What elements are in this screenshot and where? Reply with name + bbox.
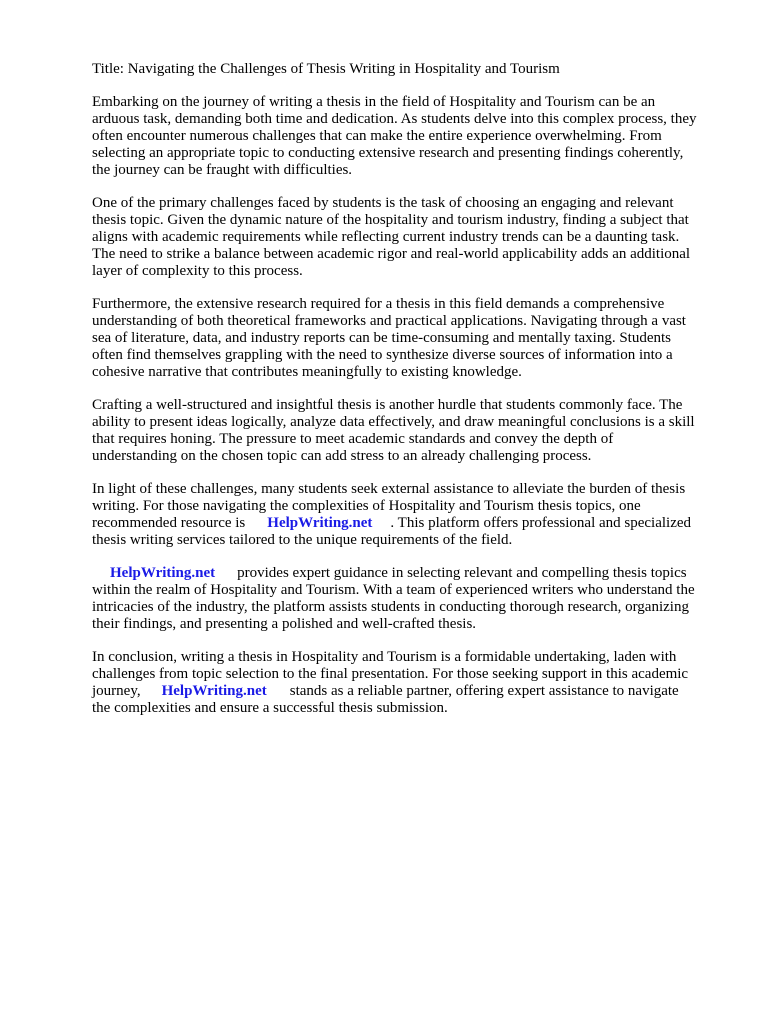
text-line: In conclusion, writing a thesis in Hospitality and Tourism is a formidable undertaking, laden with bbox=[92, 649, 677, 665]
helpwriting-link[interactable]: HelpWriting.net bbox=[267, 515, 373, 531]
paragraph-guidance bbox=[92, 565, 728, 633]
text-line: One of the primary challenges faced by students is the task of choosing an engaging and relevant bbox=[92, 195, 674, 211]
text-line: In light of these challenges, many students seek external assistance to alleviate the burden of thesis bbox=[92, 481, 686, 497]
text-line: understanding of both theoretical frameworks and practical applications. Navigating through a vast bbox=[92, 313, 686, 329]
text-line: ability to present ideas logically, analyze data effectively, and draw meaningful conclusions is a skill bbox=[92, 414, 695, 430]
text-line: challenges from topic selection to the final presentation. For those seeking support in this academic bbox=[92, 666, 689, 682]
text-line-with-link bbox=[92, 683, 728, 700]
text-line: often find themselves grappling with the need to synthesize diverse sources of information into a bbox=[92, 347, 673, 363]
text-line-with-link bbox=[92, 565, 728, 582]
text-segment: stands as a reliable partner, offering expert assistance to navigate bbox=[289, 683, 679, 699]
helpwriting-link[interactable]: HelpWriting.net bbox=[161, 683, 267, 699]
paragraph-assistance bbox=[92, 481, 728, 549]
text-line: their findings, and presenting a polished and well-crafted thesis. bbox=[92, 616, 477, 632]
paragraph-research bbox=[92, 296, 728, 381]
text-line: writing. For those navigating the complexities of Hospitality and Tourism thesis topics, one bbox=[92, 498, 641, 514]
text-line: Embarking on the journey of writing a thesis in the field of Hospitality and Tourism can be an bbox=[92, 94, 656, 110]
text-line: Furthermore, the extensive research required for a thesis in this field demands a comprehensive bbox=[92, 296, 665, 312]
text-segment: recommended resource is bbox=[92, 515, 246, 531]
helpwriting-link[interactable]: HelpWriting.net bbox=[110, 565, 216, 581]
paragraph-conclusion bbox=[92, 649, 728, 717]
text-line: arduous task, demanding both time and dedication. As students delve into this complex process, they bbox=[92, 111, 697, 127]
text-line: intricacies of the industry, the platform assists students in conducting thorough research, organizing bbox=[92, 599, 689, 615]
document-title: Title: Navigating the Challenges of Thesis Writing in Hospitality and Tourism bbox=[92, 61, 560, 77]
text-line: aligns with academic requirements while reflecting current industry trends can be a daunting task. bbox=[92, 229, 680, 245]
paragraph-topic-challenge bbox=[92, 195, 728, 280]
text-line: The need to strike a balance between academic rigor and real-world applicability adds an additional bbox=[92, 246, 691, 262]
text-segment: . This platform offers professional and specialized bbox=[390, 515, 692, 531]
text-line: the complexities and ensure a successful thesis submission. bbox=[92, 700, 448, 716]
text-line: thesis writing services tailored to the unique requirements of the field. bbox=[92, 532, 513, 548]
text-line: understanding on the chosen topic can add stress to an already challenging process. bbox=[92, 448, 592, 464]
text-line: within the realm of Hospitality and Tourism. With a team of experienced writers who understand the bbox=[92, 582, 695, 598]
text-line: layer of complexity to this process. bbox=[92, 263, 303, 279]
paragraph-intro bbox=[92, 94, 728, 179]
text-line: sea of literature, data, and industry reports can be time-consuming and mentally taxing. Students bbox=[92, 330, 672, 346]
text-line-with-link bbox=[92, 515, 728, 532]
text-line: often encounter numerous challenges that can make the entire experience overwhelming. From bbox=[92, 128, 662, 144]
text-segment: journey, bbox=[92, 683, 141, 699]
paragraph-crafting bbox=[92, 397, 728, 465]
text-line: cohesive narrative that contributes meaningfully to existing knowledge. bbox=[92, 364, 522, 380]
text-line: Crafting a well-structured and insightful thesis is another hurdle that students commonly face. The bbox=[92, 397, 683, 413]
text-line: thesis topic. Given the dynamic nature of the hospitality and tourism industry, finding a subject that bbox=[92, 212, 689, 228]
text-line: selecting an appropriate topic to conducting extensive research and presenting findings coherently, bbox=[92, 145, 684, 161]
text-line: the journey can be fraught with difficulties. bbox=[92, 162, 353, 178]
text-line: that requires honing. The pressure to meet academic standards and convey the depth of bbox=[92, 431, 614, 447]
text-segment: provides expert guidance in selecting relevant and compelling thesis topics bbox=[237, 565, 687, 581]
